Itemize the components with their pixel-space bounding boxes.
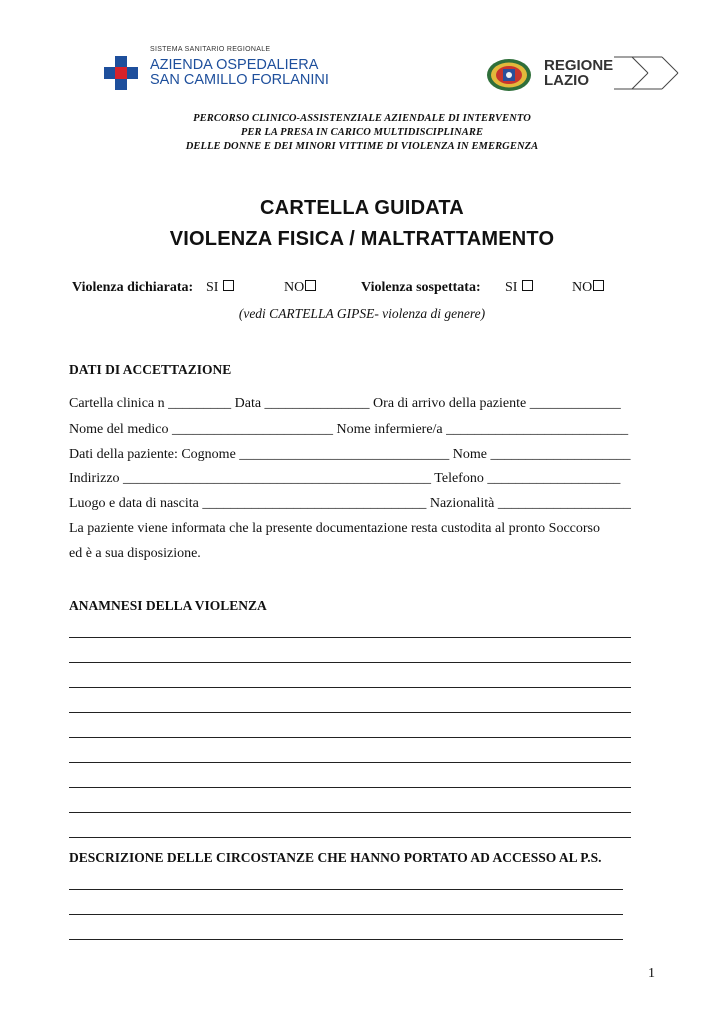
sospettata-si-label: SI: [505, 280, 518, 295]
dichiarata-si-checkbox[interactable]: [223, 280, 234, 291]
anamnesi-writing-line[interactable]: [69, 712, 631, 713]
logo-org-line2: SAN CAMILLO FORLANINI: [150, 72, 329, 88]
informativa-text-line2: ed è a sua disposizione.: [69, 546, 201, 561]
document-title-line2: VIOLENZA FISICA / MALTRATTAMENTO: [169, 228, 555, 250]
regione-lazio-logo: [486, 56, 682, 98]
informativa-text-line1: La paziente viene informata che la presente documentazione resta custodita al pronto Soccorso: [69, 521, 601, 536]
document-title-line1: CARTELLA GUIDATA: [260, 197, 464, 219]
logo-system-label: SISTEMA SANITARIO REGIONALE: [150, 46, 271, 53]
anamnesi-writing-line[interactable]: [69, 687, 631, 688]
anamnesi-writing-line[interactable]: [69, 837, 631, 838]
document-subtitle: [0, 112, 724, 154]
subtitle-line3: DELLE DONNE E DEI MINORI VITTIME DI VIOLENZA IN EMERGENZA: [185, 141, 539, 152]
red-cross-icon: [104, 56, 138, 90]
logo-frame-lines-icon: [614, 56, 680, 90]
anamnesi-writing-line[interactable]: [69, 637, 631, 638]
section-heading-accettazione: DATI DI ACCETTAZIONE: [69, 362, 232, 377]
subtitle-line1: PERCORSO CLINICO-ASSISTENZIALE AZIENDALE DI INTERVENTO: [193, 113, 531, 124]
descrizione-writing-line[interactable]: [69, 939, 623, 940]
violenza-dichiarata-label: Violenza dichiarata:: [72, 280, 194, 295]
dichiarata-si-option[interactable]: [206, 280, 218, 296]
page-number: 1: [648, 966, 655, 981]
dichiarata-si-label: SI: [206, 280, 219, 295]
descrizione-writing-line[interactable]: [69, 914, 623, 915]
field-line-indirizzo-telefono[interactable]: Indirizzo ____________________________________________ Telefono ___________________: [69, 471, 621, 486]
dichiarata-no-option[interactable]: [284, 280, 304, 296]
sospettata-no-checkbox[interactable]: [593, 280, 604, 291]
anamnesi-writing-line[interactable]: [69, 662, 631, 663]
section-heading-descrizione: DESCRIZIONE DELLE CIRCOSTANZE CHE HANNO PORTATO AD ACCESSO AL P.S.: [69, 850, 602, 865]
sospettata-no-option[interactable]: [572, 280, 592, 296]
descrizione-writing-line[interactable]: [69, 889, 623, 890]
anamnesi-writing-line[interactable]: [69, 737, 631, 738]
azienda-ospedaliera-logo: [100, 44, 330, 100]
regione-line1: REGIONE: [544, 57, 614, 74]
anamnesi-writing-line[interactable]: [69, 787, 631, 788]
field-line-cognome-nome[interactable]: Dati della paziente: Cognome ______________________________ Nome ____________________: [69, 447, 631, 462]
sospettata-no-label: NO: [572, 280, 593, 295]
regione-line2: LAZIO: [544, 72, 589, 89]
regione-emblem-icon: [486, 58, 532, 92]
logo-org-name: [150, 58, 329, 88]
section-heading-anamnesi: ANAMNESI DELLA VIOLENZA: [69, 598, 267, 613]
sospettata-si-option[interactable]: [505, 280, 517, 296]
logo-org-line1: AZIENDA OSPEDALIERA: [150, 57, 319, 73]
field-line-medico-infermiere[interactable]: Nome del medico _______________________ Nome infermiere/a __________________________: [69, 422, 629, 437]
dichiarata-no-checkbox[interactable]: [305, 280, 316, 291]
field-line-nascita-nazionalita[interactable]: Luogo e data di nascita ________________________________ Nazionalità ___________________: [69, 496, 631, 511]
gipse-reference-note: (vedi CARTELLA GIPSE- violenza di genere): [238, 306, 486, 321]
sospettata-si-checkbox[interactable]: [522, 280, 533, 291]
violenza-sospettata-label: Violenza sospettata:: [361, 280, 481, 295]
subtitle-line2: PER LA PRESA IN CARICO MULTIDISCIPLINARE: [240, 127, 484, 138]
regione-lazio-text: [544, 58, 613, 88]
field-line-cartella-data-ora[interactable]: Cartella clinica n _________ Data _______________ Ora di arrivo della paziente _____________: [69, 396, 621, 411]
dichiarata-no-label: NO: [284, 280, 305, 295]
anamnesi-writing-line[interactable]: [69, 762, 631, 763]
anamnesi-writing-line[interactable]: [69, 812, 631, 813]
